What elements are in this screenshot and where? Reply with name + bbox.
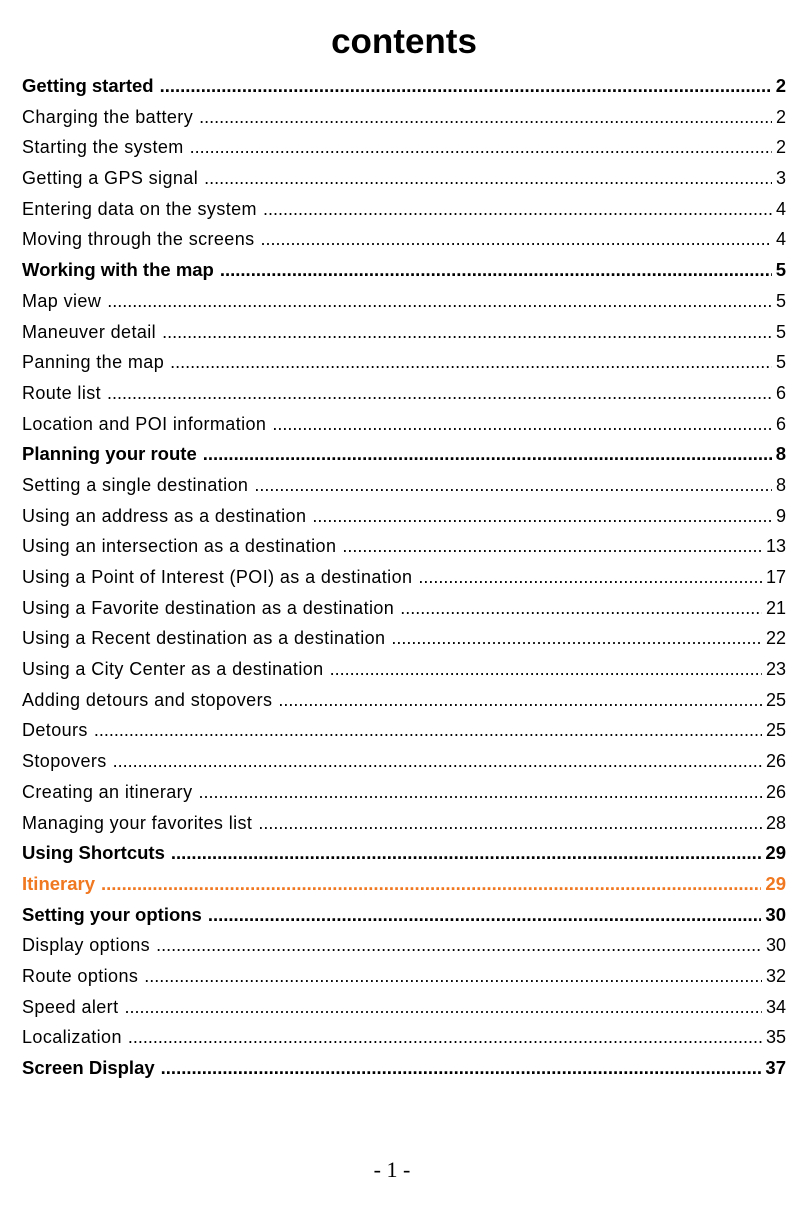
- toc-entry-label: Creating an itinerary: [22, 781, 193, 802]
- toc-entry-label: Panning the map: [22, 352, 165, 373]
- dot-leader: [220, 255, 772, 286]
- toc-entry[interactable]: [22, 409, 786, 440]
- table-of-contents: [22, 71, 786, 1084]
- toc-entry[interactable]: [22, 501, 786, 532]
- toc-entry[interactable]: [22, 317, 786, 348]
- toc-entry[interactable]: [22, 746, 786, 777]
- toc-section-heading[interactable]: [22, 900, 786, 931]
- toc-entry-page-number: 6: [775, 382, 786, 403]
- toc-entry[interactable]: [22, 808, 786, 839]
- toc-section-heading[interactable]: [22, 71, 786, 102]
- toc-entry-label: Using a Point of Interest (POI) as a destination: [22, 567, 413, 587]
- toc-section-heading[interactable]: [22, 1053, 786, 1084]
- toc-entry[interactable]: [22, 132, 786, 163]
- toc-entry[interactable]: [22, 102, 786, 133]
- dot-leader: [161, 1053, 762, 1084]
- toc-entry[interactable]: [22, 347, 786, 378]
- toc-entry-label: Location and POI information: [22, 413, 267, 434]
- dot-leader: [101, 869, 761, 900]
- toc-entry-page-number: 8: [775, 474, 786, 495]
- toc-entry-label: Getting a GPS signal: [22, 168, 199, 189]
- toc-entry-label: Screen Display: [22, 1057, 155, 1078]
- toc-entry-label: Route list: [22, 382, 102, 403]
- toc-entry-page-number: 4: [775, 229, 786, 250]
- toc-entry-page-number: 5: [775, 321, 786, 342]
- toc-entry-label: Getting started: [22, 75, 154, 96]
- toc-entry[interactable]: [22, 286, 786, 317]
- toc-entry[interactable]: [22, 685, 786, 716]
- toc-entry-page-number: 3: [775, 168, 786, 189]
- toc-entry[interactable]: [22, 715, 786, 746]
- dot-leader: [418, 562, 762, 593]
- dot-leader: [160, 71, 772, 102]
- toc-entry[interactable]: [22, 562, 786, 593]
- toc-entry-label: Starting the system: [22, 137, 184, 158]
- dot-leader: [124, 992, 762, 1023]
- toc-section-heading[interactable]: [22, 869, 786, 900]
- toc-entry-page-number: 22: [765, 628, 786, 649]
- dot-leader: [278, 685, 762, 716]
- toc-entry[interactable]: [22, 378, 786, 409]
- dot-leader: [107, 286, 772, 317]
- toc-entry-page-number: 2: [775, 75, 786, 96]
- dot-leader: [156, 930, 762, 961]
- dot-leader: [170, 347, 772, 378]
- dot-leader: [113, 746, 762, 777]
- toc-entry-page-number: 6: [775, 413, 786, 434]
- toc-entry-page-number: 26: [765, 781, 786, 802]
- page-number: - 1 -: [373, 1157, 411, 1182]
- dot-leader: [199, 102, 772, 133]
- toc-entry-page-number: 21: [765, 597, 786, 618]
- dot-leader: [162, 317, 772, 348]
- toc-entry[interactable]: [22, 777, 786, 808]
- toc-entry-label: Using a Favorite destination as a destination: [22, 597, 395, 618]
- toc-entry-page-number: 30: [765, 935, 786, 956]
- toc-entry-label: Detours: [22, 720, 88, 741]
- toc-entry-label: Display options: [22, 935, 151, 956]
- toc-entry-page-number: 26: [765, 751, 786, 772]
- dot-leader: [190, 132, 772, 163]
- toc-entry-page-number: 2: [775, 106, 786, 127]
- toc-entry-page-number: 17: [765, 567, 786, 587]
- toc-entry-label: Using a City Center as a destination: [22, 659, 324, 680]
- dot-leader: [391, 623, 762, 654]
- toc-entry-label: Using a Recent destination as a destination: [22, 628, 386, 649]
- toc-entry-label: Speed alert: [22, 996, 119, 1017]
- dot-leader: [128, 1022, 762, 1053]
- toc-entry-label: Entering data on the system: [22, 198, 257, 219]
- dot-leader: [342, 531, 762, 562]
- toc-entry[interactable]: [22, 531, 786, 562]
- toc-entry-label: Localization: [22, 1027, 122, 1048]
- toc-entry[interactable]: [22, 470, 786, 501]
- toc-entry-page-number: 28: [765, 812, 786, 833]
- toc-entry[interactable]: [22, 623, 786, 654]
- toc-entry[interactable]: [22, 1022, 786, 1053]
- toc-entry-label: Adding detours and stopovers: [22, 689, 273, 710]
- toc-entry-label: Stopovers: [22, 751, 107, 772]
- dot-leader: [107, 378, 772, 409]
- dot-leader: [171, 838, 762, 869]
- dot-leader: [330, 654, 762, 685]
- toc-entry[interactable]: [22, 163, 786, 194]
- toc-entry-label: Charging the battery: [22, 106, 194, 127]
- toc-section-heading[interactable]: [22, 838, 786, 869]
- toc-entry[interactable]: [22, 593, 786, 624]
- page-title: contents: [331, 22, 477, 61]
- toc-section-heading[interactable]: [22, 439, 786, 470]
- dot-leader: [272, 409, 772, 440]
- dot-leader: [203, 439, 772, 470]
- dot-leader: [263, 194, 772, 225]
- dot-leader: [198, 777, 761, 808]
- dot-leader: [258, 808, 762, 839]
- toc-entry-page-number: 5: [775, 259, 786, 281]
- toc-entry-label: Maneuver detail: [22, 321, 157, 342]
- toc-entry-page-number: 29: [765, 842, 786, 864]
- toc-entry-label: Using Shortcuts: [22, 842, 165, 864]
- toc-entry-page-number: 9: [775, 505, 786, 526]
- toc-entry-label: Using an intersection as a destination: [22, 536, 337, 557]
- dot-leader: [204, 163, 772, 194]
- toc-entry[interactable]: [22, 992, 786, 1023]
- toc-entry[interactable]: [22, 654, 786, 685]
- toc-entry-page-number: 8: [775, 443, 786, 465]
- toc-entry-page-number: 25: [765, 720, 786, 741]
- toc-entry[interactable]: [22, 961, 786, 992]
- dot-leader: [261, 224, 772, 255]
- dot-leader: [400, 593, 762, 624]
- toc-entry-page-number: 29: [765, 872, 786, 894]
- toc-entry-page-number: 2: [775, 137, 786, 158]
- toc-entry-page-number: 5: [775, 352, 786, 373]
- dot-leader: [144, 961, 762, 992]
- toc-entry[interactable]: [22, 194, 786, 225]
- toc-entry-page-number: 35: [765, 1027, 786, 1048]
- toc-entry-label: Moving through the screens: [22, 229, 255, 250]
- toc-entry-label: Planning your route: [22, 443, 197, 465]
- toc-entry[interactable]: [22, 930, 786, 961]
- toc-entry-page-number: 34: [765, 996, 786, 1017]
- toc-entry-label: Working with the map: [22, 259, 214, 281]
- toc-entry-page-number: 23: [765, 659, 786, 680]
- dot-leader: [254, 470, 772, 501]
- toc-section-heading[interactable]: [22, 255, 786, 286]
- toc-entry-label: Setting your options: [22, 903, 202, 925]
- toc-entry-page-number: 30: [765, 903, 786, 925]
- dot-leader: [94, 715, 762, 746]
- toc-entry-label: Using an address as a destination: [22, 505, 307, 526]
- toc-entry-page-number: 25: [765, 689, 786, 710]
- toc-entry[interactable]: [22, 224, 786, 255]
- toc-entry-page-number: 4: [775, 198, 786, 219]
- dot-leader: [312, 501, 772, 532]
- toc-entry-page-number: 13: [765, 536, 786, 557]
- toc-entry-label: Itinerary: [22, 872, 96, 894]
- toc-entry-label: Map view: [22, 290, 102, 311]
- dot-leader: [208, 900, 762, 931]
- toc-entry-label: Managing your favorites list: [22, 812, 253, 833]
- toc-entry-label: Route options: [22, 965, 139, 986]
- toc-entry-label: Setting a single destination: [22, 474, 249, 495]
- toc-entry-page-number: 37: [765, 1057, 786, 1078]
- toc-entry-page-number: 32: [765, 965, 786, 986]
- toc-entry-page-number: 5: [775, 290, 786, 311]
